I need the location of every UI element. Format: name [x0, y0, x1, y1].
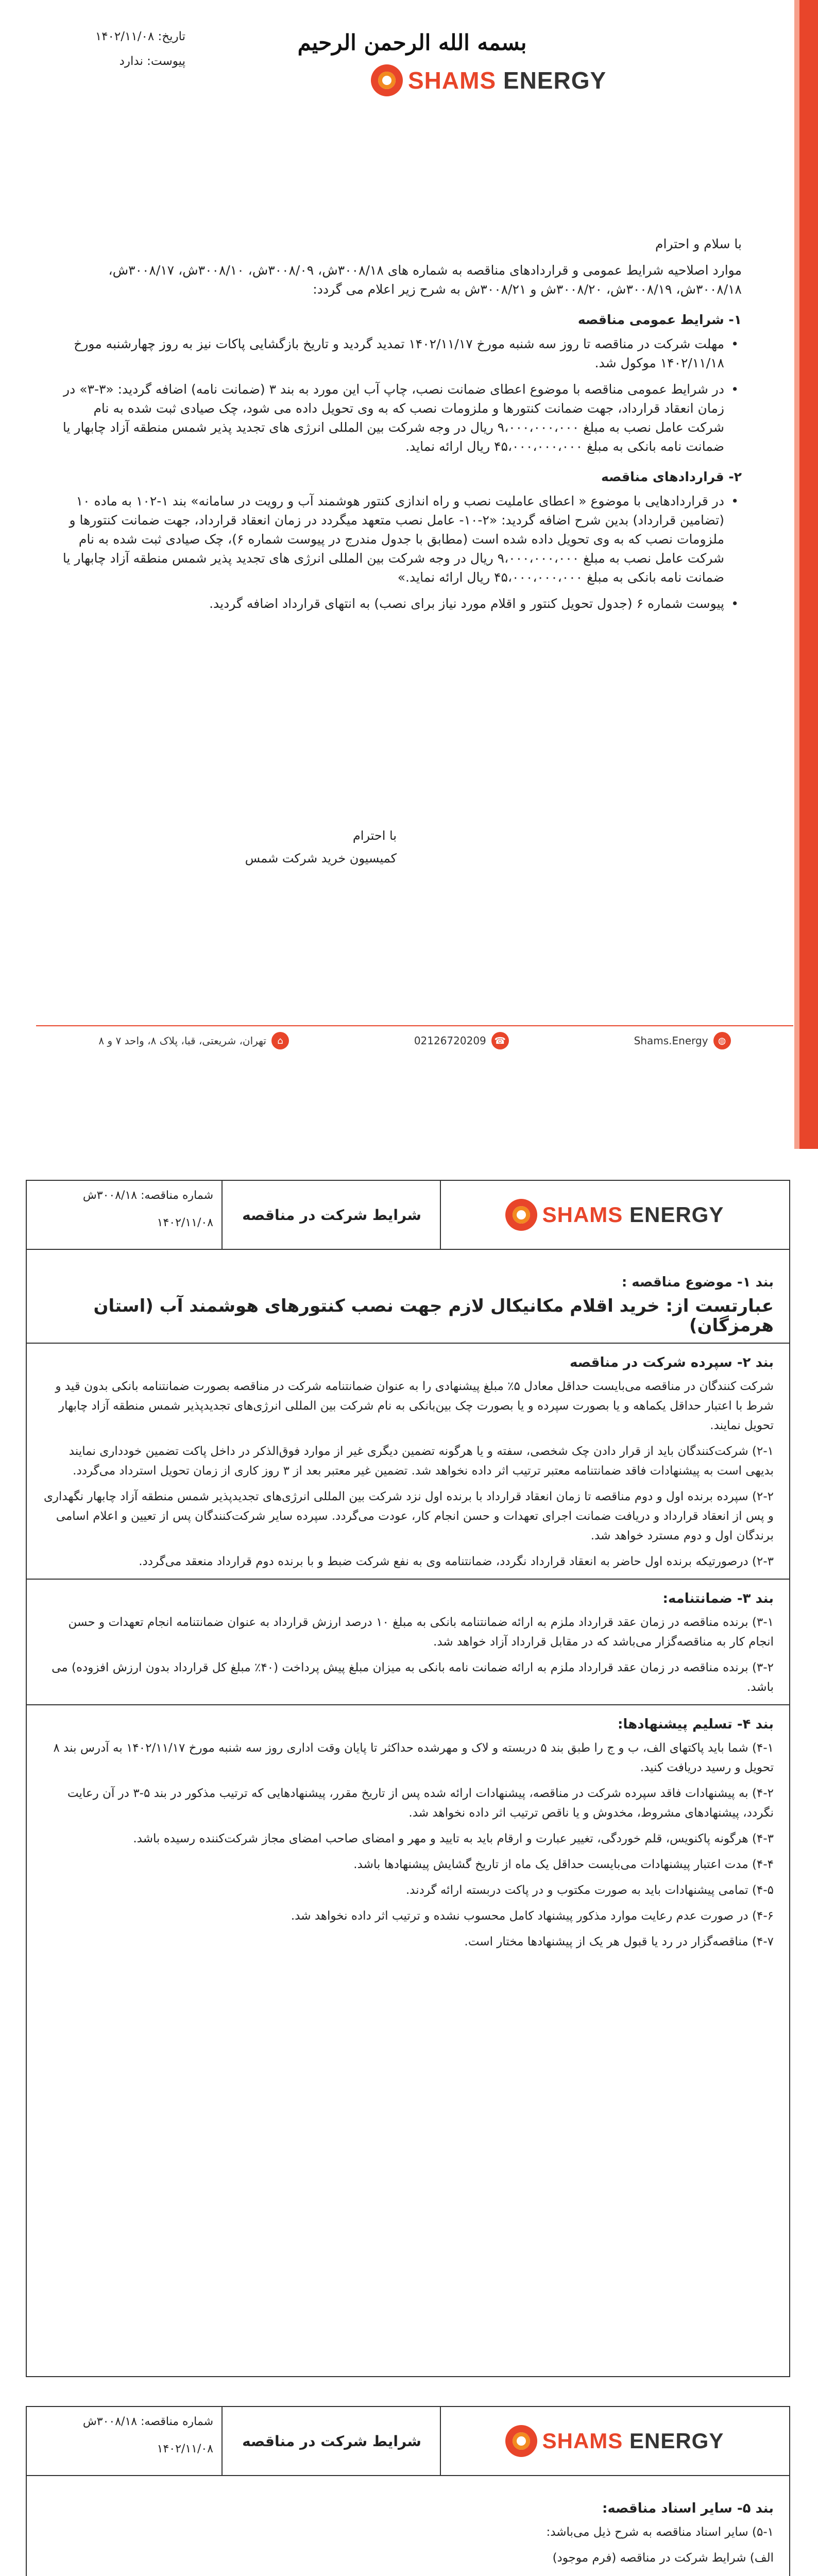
- divider: [27, 1579, 789, 1580]
- header-logo: SHAMS ENERGY: [441, 2407, 788, 2475]
- band4-paragraph: ۴-۶) در صورت عدم رعایت موارد مذکور پیشنهاد کامل محسوب نشده و ترتیب اثر داده نخواهد شد.: [291, 1909, 774, 1923]
- band4-paragraph: ۴-۴) مدت اعتبار پیشنهادات می‌بایست حداقل یک ماه از تاریخ گشایش پیشنهادها باشد.: [353, 1858, 774, 1871]
- tender-number: شماره مناقصه: ۳۰۰۸/۱۸ش: [82, 1189, 213, 1202]
- band5-paragraph: [42, 2574, 774, 2576]
- company-logo: [371, 64, 606, 96]
- letter-footer: [36, 1025, 793, 1055]
- tender-conditions-page-2: [26, 2406, 790, 2576]
- greeting: با سلام و احترام: [655, 236, 742, 251]
- band4-paragraph: ۴-۵) تمامی پیشنهادات باید به صورت مکتوب و در پاکت دربسته ارائه گردند.: [405, 1884, 774, 1897]
- band1-title: بند ۱- موضوع مناقصه :: [621, 1275, 774, 1290]
- letter-attachment: پیوست: ندارد: [119, 55, 185, 68]
- letter-meta: [21, 30, 185, 79]
- band2-paragraph: ۲-۲) سپرده برنده اول و دوم مناقصه تا زمان انعقاد قرارداد با برنده اول نزد شرکت بین المللی انرژی‌های تجدیدپذیر شمس منطقه آزاد چابهار نگهداری و پس از انعقاد قرارداد و دریافت ضمانت اجرای تعهدات و حسن انجام کار، عودت می‌گردد. سپرده سایر شرکت‌کنندگان پس از تعیین و اعلام اسامی برندگان اول و دوم مسترد خواهد شد.: [43, 1490, 774, 1543]
- divider: [27, 1704, 789, 1705]
- location-icon: ⌂: [271, 1032, 289, 1049]
- band2-paragraph: ۲-۳) درصورتیکه برنده اول حاضر به انعقاد قرارداد نگردد، ضمانتنامه وی به نفع شرکت ضبط و با برنده دوم قرارداد منعقد می‌گردد.: [139, 1555, 774, 1568]
- footer-website[interactable]: ◍ Shams.Energy: [634, 1032, 731, 1049]
- band5-title: بند ۵- سایر اسناد مناقصه:: [602, 2501, 774, 2516]
- doc-body: [42, 2489, 774, 2576]
- tender-conditions-page-1: [26, 1180, 790, 2377]
- footer-phone: ☎ 02126720209: [414, 1032, 509, 1049]
- logo-mark-icon: [505, 2425, 537, 2457]
- divider: [27, 1343, 789, 1344]
- band3-paragraph: ۳-۱) برنده مناقصه در زمان عقد قرارداد ملزم به ارائه ضمانتنامه بانکی به مبلغ ۱۰ درصد ارزش قرارداد به عنوان ضمانتنامه انجام تعهدات و حسن انجام کار به مناقصه‌گزار می‌باشد که در مقابل قرارداد آزاد خواهد شد.: [68, 1616, 774, 1649]
- decorative-stripe-light: [794, 0, 799, 1149]
- section1-title: ۱- شرایط عمومی مناقصه: [577, 312, 742, 327]
- band4-title: بند ۴- تسلیم پیشنهادها:: [618, 1717, 774, 1732]
- band2-paragraph: ۲-۱) شرکت‌کنندگان باید از قرار دادن چک شخصی، سفته و یا هرگونه تضمین دیگری غیر از موارد فوق‌الذکر در داخل پاکت تضمین خودداری نمایند بدیهی است به پیشنهادات فاقد ضمانتنامه معتبر ترتیب اثر داده نخواهد شد. تضمین غیر معتبر بعد از ۳ روز کاری از زمان تحویل استرداد می‌گردد.: [69, 1445, 774, 1478]
- signature-block: [242, 824, 397, 870]
- header-title: شرایط شرکت در مناقصه: [224, 1181, 441, 1249]
- header-logo: SHAMS ENERGY: [441, 1181, 788, 1249]
- tender-date: ۱۴۰۲/۱۱/۰۸: [157, 2443, 213, 2455]
- header-title: شرایط شرکت در مناقصه: [224, 2407, 441, 2475]
- band3-paragraph: ۳-۲) برنده مناقصه در زمان عقد قرارداد ملزم به ارائه ضمانت نامه بانکی به میزان مبلغ پیش پرداخت (۴۰٪ مبلغ کل قرارداد بدون ارزش افزوده) می باشد.: [52, 1661, 774, 1694]
- band2-paragraph: شرکت کنندگان در مناقصه می‌بایست حداقل معادل ۵٪ مبلغ پیشنهادی را به عنوان ضمانتنامه شرکت در مناقصه بصورت ضمانتنامه بانکی بدون قید و شرط با اعتبار حداقل یکماهه و یا بصورت سپرده و یا بصورت چک بین‌بانکی به نام شرکت بین المللی انرژی‌های تجدیدپذیر شمس منطقه آزاد چابهار تحویل نمایند.: [55, 1380, 774, 1432]
- band5-paragraph: ۵-۱) سایر اسناد مناقصه به شرح ذیل می‌باشد:: [546, 2526, 774, 2539]
- phone-icon: ☎: [491, 1032, 509, 1049]
- doc-body: [42, 1263, 774, 1958]
- letter-page: [0, 0, 818, 1149]
- tender-number: شماره مناقصه: ۳۰۰۸/۱۸ش: [82, 2415, 213, 2428]
- regards: با احترام: [352, 828, 397, 843]
- decorative-stripe: [799, 0, 818, 1149]
- logo-mark-icon: [505, 1199, 537, 1231]
- header-info-cell: [27, 2407, 223, 2475]
- band4-paragraph: ۴-۷) مناقصه‌گزار در رد یا قبول هر یک از پیشنهادها مختار است.: [464, 1935, 774, 1948]
- band4-paragraph: ۴-۲) به پیشنهادات فاقد سپرده شرکت در مناقصه، پیشنهادات ارائه شده پس از تاریخ مقرر، پیشنهادهایی که ترتیب مذکور در بند ۵-۳ در آن رعایت نگردد، پیشنهادهای مشروط، مخدوش و یا ناقص ترتیب اثر داده نخواهد شد.: [67, 1787, 774, 1820]
- tender-date: ۱۴۰۲/۱۱/۰۸: [157, 1216, 213, 1229]
- logo-word-shams: SHAMS: [408, 67, 497, 94]
- section1-item: • در شرایط عمومی مناقصه با موضوع اعطای ضمانت نصب، چاپ آب این مورد به بند ۳ (ضمانت نامه) اضافه گردید: «۳-۳» در زمان انعقاد قرارداد، جهت ضمانت کنتورها و ملزومات نصب که به وی تحویل داده می شود، چک صیادی ثبت شده به نام شرکت عامل نصب به مبلغ ۹،۰۰۰،۰۰۰،۰۰۰ ریال در وجه شرکت بین المللی انرژی های تجدید پذیر شمس منطقه آزاد چابهار یا ضمانت نامه بانکی به مبلغ ۴۵،۰۰۰،۰۰۰،۰۰۰ ریال ارائه نماید.: [57, 380, 742, 456]
- subject-line: عبارتست از: خرید اقلام مکانیکال لازم جهت نصب کنتورهای هوشمند آب (استان هرمزگان): [93, 1296, 774, 1336]
- logo-word-energy: ENERGY: [496, 67, 607, 94]
- intro-paragraph: موارد اصلاحیه شرایط عمومی و قراردادهای مناقصه به شماره های ۳۰۰۸/۱۸ش، ۳۰۰۸/۰۹ش، ۳۰۰۸/۱۰ش، ۳۰۰۸/۱۷ش، ۳۰۰۸/۱۸ش، ۳۰۰۸/۱۹ش، ۳۰۰۸/۲۰ش و ۳۰۰۸/۲۱ش به شرح زیر اعلام می گردد:: [108, 263, 742, 297]
- band5-paragraph: الف) شرایط شرکت در مناقصه (فرم موجود): [552, 2551, 774, 2565]
- section2-item: • پیوست شماره ۶ (جدول تحویل کنتور و اقلام مورد نیاز برای نصب) به انتهای قرارداد اضافه گردید.: [57, 594, 742, 613]
- logo-mark-icon: [371, 64, 403, 96]
- doc-header: [27, 1181, 789, 1250]
- band4-paragraph: ۴-۱) شما باید پاکتهای الف، ب و ج را طبق بند ۵ دربسته و لاک و مهرشده حداکثر تا پایان وقت اداری روز سه شنبه مورخ ۱۴۰۲/۱۱/۱۷ به آدرس بند ۸ تحویل و رسید دریافت کنید.: [53, 1741, 774, 1774]
- header-info-cell: [27, 1181, 223, 1249]
- section2-item: • در قراردادهایی با موضوع « اعطای عاملیت نصب و راه اندازی کنتور هوشمند آب و رویت در سامانه» بند ۱-۱۰۲ به ماده ۱۰ (تضامین قرارداد) بدین شرح اضافه گردید: «۲-۱۰- عامل نصب متعهد میگردد در زمان انعقاد قرارداد، جهت ضمانت کنتورها و ملزومات نصب که به وی تحویل داده شده است (مطابق با جدول مندرج در پیوست شماره ۶)، چک صیادی ثبت شده به نام شرکت عامل نصب به مبلغ ۹،۰۰۰،۰۰۰،۰۰۰ ریال در وجه شرکت بین المللی انرژی های تجدید پذیر شمس منطقه آزاد چابهار یا ضمانت نامه بانکی به مبلغ ۴۵،۰۰۰،۰۰۰،۰۰۰ ریال ارائه نماید.»: [57, 492, 742, 587]
- letter-date: تاریخ: ۱۴۰۲/۱۱/۰۸: [95, 30, 185, 43]
- doc-header: [27, 2407, 789, 2476]
- globe-icon: ◍: [713, 1032, 731, 1049]
- band2-title: بند ۲- سپرده شرکت در مناقصه: [570, 1355, 774, 1370]
- bismillah-heading: بسمه الله الرحمن الرحیم: [297, 30, 527, 55]
- signer: کمیسیون خرید شرکت شمس: [245, 851, 397, 866]
- band4-paragraph: ۴-۳) هرگونه پاکنویس، قلم خوردگی، تغییر عبارت و ارقام باید به تایید و مهر و امضای صاحب امضای مجاز شرکت‌کننده رسیده باشد.: [133, 1832, 774, 1845]
- section2-title: ۲- قراردادهای مناقصه: [601, 469, 742, 484]
- footer-address: ⌂ تهران، شریعتی، قبا، پلاک ۸، واحد ۷ و ۸: [98, 1032, 289, 1049]
- band3-title: بند ۳- ضمانتنامه:: [662, 1591, 774, 1606]
- letter-body: [57, 234, 742, 620]
- section1-item: • مهلت شرکت در مناقصه تا روز سه شنبه مورخ ۱۴۰۲/۱۱/۱۷ تمدید گردید و تاریخ بازگشایی پاکات نیز به روز چهارشنبه مورخ ۱۴۰۲/۱۱/۱۸ موکول شد.: [57, 334, 742, 372]
